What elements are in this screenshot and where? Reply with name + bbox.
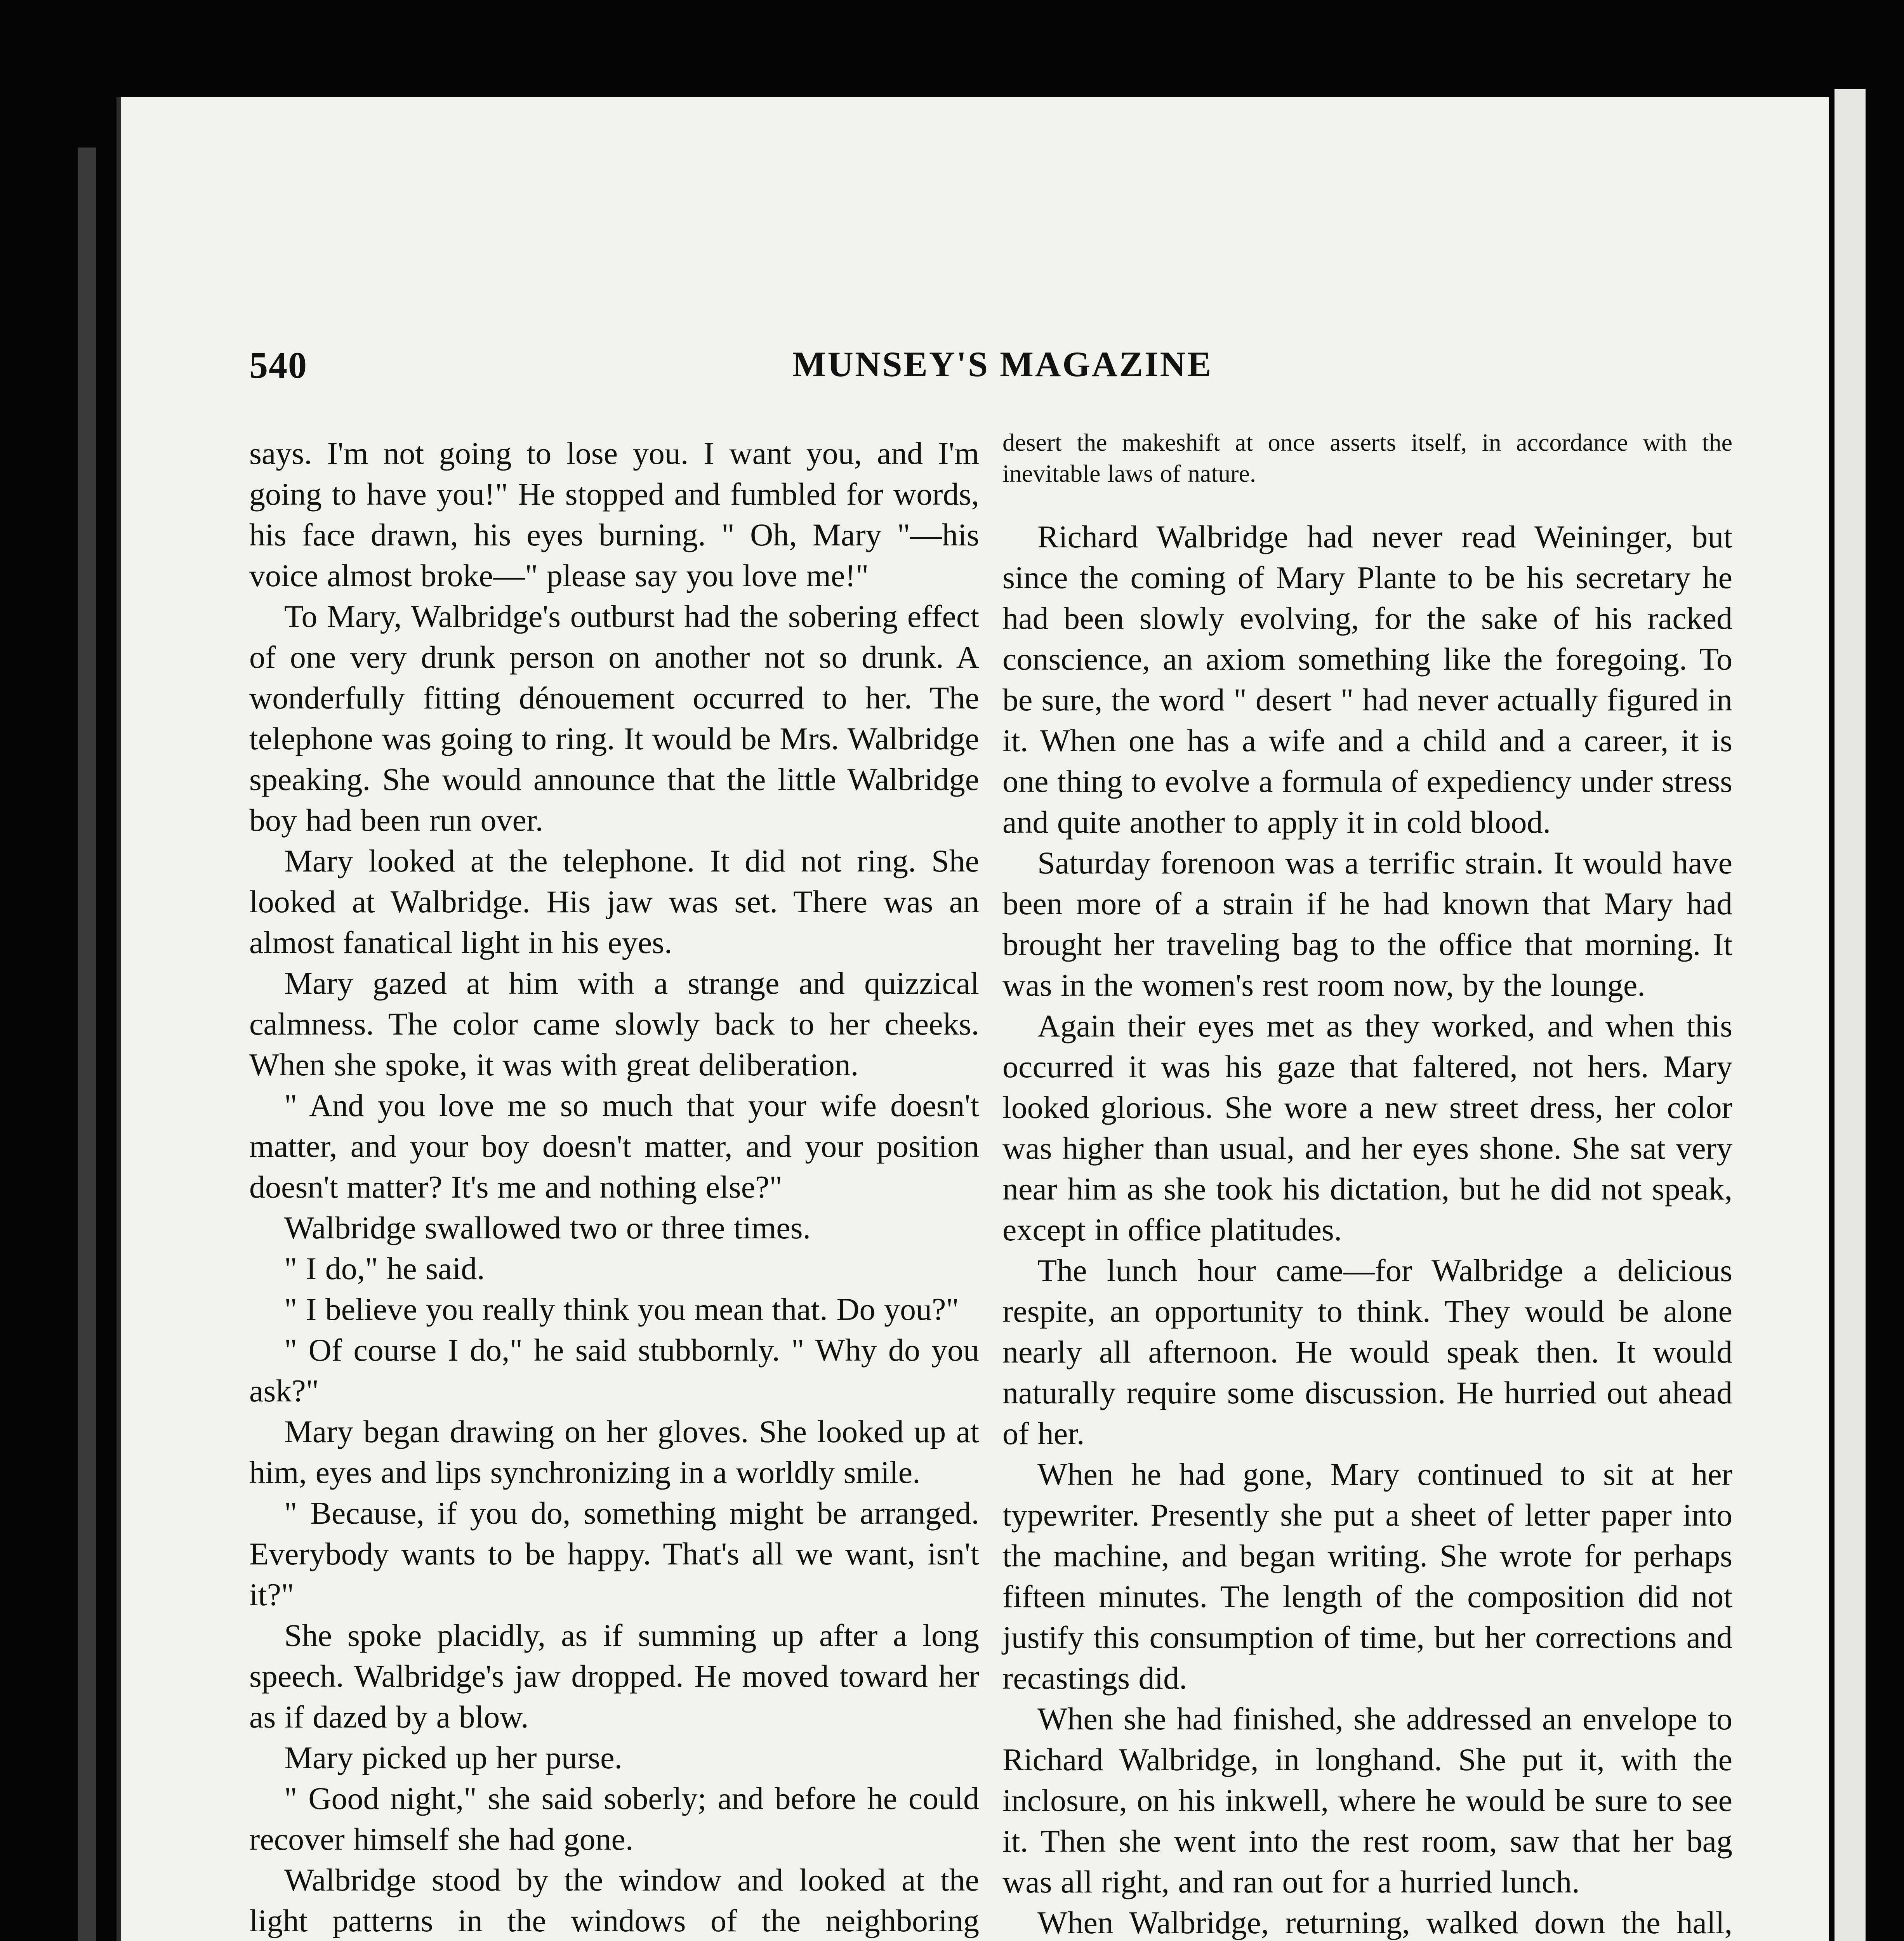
page-number: 540 [249,344,307,386]
paragraph: " Of course I do," he said stubbornly. " Why do you ask?" [249,1332,979,1408]
paragraph: She spoke placidly, as if summing up after a long speech. Walbridge's jaw dropped. He moved toward her as if dazed by a blow. [249,1618,979,1734]
paragraph: " I do," he said. [284,1251,485,1286]
paragraph: Walbridge stood by the window and looked at the light patterns in the windows of the neighboring [249,1862,979,1938]
paragraph: " Because, if you do, something might be arranged. Everybody wants to be happy. That's all we want, isn't it?" [249,1495,979,1612]
paragraph: Saturday forenoon was a terrific strain. It would have been more of a strain if he had known that Mary had brought her traveling bag to the office that morning. It was in the women's rest room now, by the lounge. [1002,845,1732,1003]
paragraph: Mary looked at the telephone. It did not ring. She looked at Walbridge. His jaw was set. There was an almost fanatical light in his eyes. [249,843,979,960]
paragraph: Mary picked up her purse. [284,1740,623,1775]
paragraph: When Walbridge, returning, walked down the hall, [1037,1905,1732,1940]
paragraph: The lunch hour came—for Walbridge a delicious respite, an opportunity to think. They would be alone nearly all afternoon. He would speak then. It would naturally require some discussion. He hurried out ahead of her. [1002,1253,1732,1451]
running-head [249,344,1756,386]
paragraph: " Good night," she said soberly; and before he could recover himself she had gone. [249,1781,979,1857]
paragraph: " I believe you really think you mean that. Do you?" [284,1292,959,1327]
magazine-title: MUNSEY'S MAGAZINE [792,344,1213,384]
paragraph: Mary gazed at him with a strange and quizzical calmness. The color came slowly back to her cheeks. When she spoke, it was with great deliberation. [249,965,979,1082]
paragraph: Again their eyes met as they worked, and when this occurred it was his gaze that faltered, not hers. Mary looked glorious. She wore a new street dress, her color was higher than usual, and her eyes shone. She sat very near him as she took his dictation, but he did not speak, except in office platitudes. [1002,1008,1732,1247]
paragraph: When he had gone, Mary continued to sit at her typewriter. Presently she put a sheet of letter paper into the machine, and began writing. She wrote for perhaps fifteen minutes. The length of the composition did not justify this consumption of time, but her corrections and recastings did. [1002,1457,1732,1696]
block-quote-continued: desert the makeshift at once asserts itself, in accordance with the inevitable laws of nature. [1002,429,1732,487]
right-column [1002,427,1732,1941]
paragraph: Mary began drawing on her gloves. She looked up at him, eyes and lips synchronizing in a worldly smile. [249,1414,979,1490]
left-column [249,433,979,1941]
paragraph: When she had finished, she addressed an envelope to Richard Walbridge, in longhand. She put it, with the inclosure, on his inkwell, where he would be sure to see it. Then she went into the rest room, saw that her bag was all right, and ran out for a hurried lunch. [1002,1701,1732,1899]
paragraph: To Mary, Walbridge's outburst had the sobering effect of one very drunk person on another not so drunk. A wonderfully fitting dénouement occurred to her. The telephone was going to ring. It would be Mrs. Walbridge speaking. She would announce that the little Walbridge boy had been run over. [249,599,979,838]
page-shadow [78,148,96,1941]
paragraph: Walbridge swallowed two or three times. [284,1210,811,1245]
next-page-edge [1835,89,1866,1941]
paragraph: says. I'm not going to lose you. I want you, and I'm going to have you!" He stopped and fumbled for words, his face drawn, his eyes burning. " Oh, Mary "—his voice almost broke—" please say you love me!" [249,436,979,593]
paragraph: Richard Walbridge had never read Weininger, but since the coming of Mary Plante to be his secretary he had been slowly evolving, for the sake of his racked conscience, an axiom something like the foregoing. To be sure, the word " desert " had never actually figured in it. When one has a wife and a child and a career, it is one thing to evolve a formula of expediency under stress and quite another to apply it in cold blood. [1002,519,1732,840]
magazine-page [116,97,1829,1941]
paragraph: " And you love me so much that your wife doesn't matter, and your boy doesn't matter, and your position doesn't matter? It's me and nothing else?" [249,1088,979,1205]
